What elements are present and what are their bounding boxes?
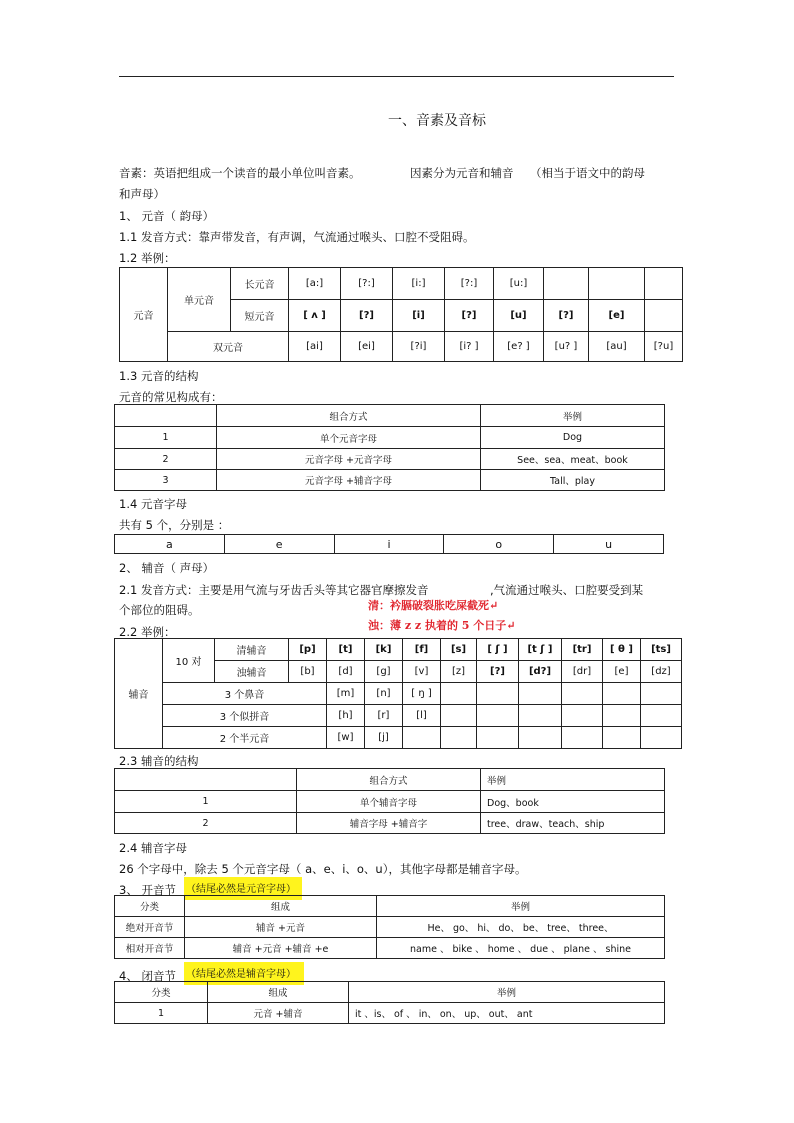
consonant-method-a: 2.1 发音方式：主要是用气流与牙齿舌头等其它器官摩擦发音 — [119, 583, 429, 597]
table-cell: 1 — [115, 427, 217, 449]
table-header: 分类 — [115, 896, 185, 917]
table-row — [115, 917, 665, 938]
table-row — [115, 791, 665, 813]
consonant-cell: [w] — [327, 727, 365, 749]
table-cell: 元音 +辅音 — [208, 1003, 349, 1024]
vowel-cell: [ ʌ ] — [289, 300, 341, 332]
vowel-cell: [?] — [544, 300, 589, 332]
consonant-cell: [m] — [327, 683, 365, 705]
pair-label: 10 对 — [163, 639, 215, 683]
intro-line2: 和声母） — [119, 187, 165, 201]
table-cell: He、 go、 hi、 do、 be、 tree、 three、 — [377, 917, 665, 938]
vowel-letters-sub: 共有 5 个，分别是 ： — [119, 518, 230, 532]
vowel-method: 1.1 发音方式：靠声带发音，有声调，气流通过喉头、口腔不受阻碍。 — [119, 230, 475, 244]
consonant-cell: [t] — [327, 639, 365, 661]
table-cell: 绝对开音节 — [115, 917, 185, 938]
short-vowel-label: 短元音 — [231, 300, 289, 332]
table-header — [115, 405, 217, 427]
closed-syllable-note: （结尾必然是辅音字母） — [184, 962, 304, 985]
consonant-cell: [v] — [403, 661, 441, 683]
vowel-letter: i — [334, 535, 444, 554]
vowel-letters-table — [114, 534, 664, 554]
consonant-method-c: 个部位的阻碍。 — [119, 603, 200, 617]
vowel-cell: [?i] — [393, 332, 445, 362]
vowel-cell: [?] — [341, 300, 393, 332]
vowel-cell — [589, 268, 645, 300]
vowel-cell: [?:] — [341, 268, 393, 300]
vowel-cell: [e] — [589, 300, 645, 332]
consonant-table — [114, 638, 682, 749]
consonant-examples-label: 2.2 举例： — [119, 625, 176, 639]
vowel-cell: [i] — [393, 300, 445, 332]
table-cell: 元音字母 +元音字母 — [217, 449, 481, 470]
consonant-cell: [ ʃ ] — [477, 639, 519, 661]
vowel-letter: e — [224, 535, 334, 554]
table-row — [115, 813, 665, 834]
vowel-cell: [ai] — [289, 332, 341, 362]
table-cell: it 、is、 of 、 in、 on、 up、 out、 ant — [349, 1003, 665, 1024]
closed-syllable-heading: 4、 闭音节 — [119, 969, 176, 983]
vowel-letters-heading: 1.4 元音字母 — [119, 497, 187, 511]
handwritten-note-2: 浊：薄 z z 执着的 5 个日子↵ — [368, 619, 516, 632]
table-row — [115, 938, 665, 959]
consonant-cell: [dz] — [641, 661, 682, 683]
voiceless-label: 清辅音 — [215, 639, 289, 661]
vowel-cell: [?:] — [445, 268, 494, 300]
vowel-cell: [e? ] — [494, 332, 544, 362]
intro-line1b: 因素分为元音和辅音 — [410, 166, 514, 180]
table-header: 举例 — [481, 769, 665, 791]
table-cell: 辅音字母 +辅音字 — [297, 813, 481, 834]
consonant-cell: [n] — [365, 683, 403, 705]
vowel-row-head: 元音 — [120, 268, 168, 362]
vowel-cell: [au] — [589, 332, 645, 362]
vowel-cell: [u:] — [494, 268, 544, 300]
table-cell: 相对开音节 — [115, 938, 185, 959]
table-row — [115, 470, 665, 491]
vowel-cell: [?u] — [645, 332, 683, 362]
consonant-cell: [d?] — [519, 661, 562, 683]
table-cell: 辅音 +元音 — [185, 917, 377, 938]
consonant-cell: [k] — [365, 639, 403, 661]
closed-syllable-table — [114, 981, 665, 1024]
table-cell: Tall、play — [481, 470, 665, 491]
table-header: 举例 — [481, 405, 665, 427]
header-rule — [119, 76, 674, 77]
vowel-examples-label: 1.2 举例： — [119, 251, 176, 265]
consonant-row-head: 辅音 — [115, 639, 163, 749]
vowel-letter: o — [444, 535, 554, 554]
intro-line1c: （相当于语文中的韵母 — [530, 166, 645, 180]
vowel-letter: u — [554, 535, 664, 554]
table-cell: See、sea、meat、book — [481, 449, 665, 470]
vowel-cell: [u] — [494, 300, 544, 332]
consonant-cell: [ ŋ ] — [403, 683, 441, 705]
vowel-cell: [u? ] — [544, 332, 589, 362]
table-header: 组成 — [208, 982, 349, 1003]
consonant-cell: [h] — [327, 705, 365, 727]
open-syllable-note: （结尾必然是元音字母） — [184, 877, 302, 900]
consonant-cell: [dr] — [562, 661, 603, 683]
table-header — [115, 769, 297, 791]
vowel-cell — [645, 300, 683, 332]
vowel-cell — [645, 268, 683, 300]
long-vowel-label: 长元音 — [231, 268, 289, 300]
consonant-cell: [d] — [327, 661, 365, 683]
consonant-structure-table — [114, 768, 665, 834]
table-cell: 1 — [115, 1003, 208, 1024]
consonant-cell: [g] — [365, 661, 403, 683]
table-row — [115, 1003, 665, 1024]
table-cell: 单个元音字母 — [217, 427, 481, 449]
intro-line1: 音素：英语把组成一个读音的最小单位叫音素。 — [119, 166, 361, 180]
vowel-cell: [ei] — [341, 332, 393, 362]
vowel-cell: [i? ] — [445, 332, 494, 362]
table-cell: tree、draw、teach、ship — [481, 813, 665, 834]
consonant-cell: [t ʃ ] — [519, 639, 562, 661]
consonant-cell: [e] — [603, 661, 641, 683]
vowel-letter: a — [115, 535, 225, 554]
vowel-cell: [?] — [445, 300, 494, 332]
table-header: 分类 — [115, 982, 208, 1003]
consonant-cell: [z] — [441, 661, 477, 683]
vowel-structure-sub: 元音的常见构成有： — [119, 390, 223, 404]
table-cell: 2 — [115, 449, 217, 470]
consonant-letters-heading: 2.4 辅音字母 — [119, 841, 187, 855]
table-cell: 1 — [115, 791, 297, 813]
vowel-heading: 1、 元音（ 韵母） — [119, 209, 215, 223]
page-title: 一、音素及音标 — [388, 113, 486, 129]
voiced-label: 浊辅音 — [215, 661, 289, 683]
vowel-structure-heading: 1.3 元音的结构 — [119, 369, 199, 383]
consonant-cell: [r] — [365, 705, 403, 727]
table-cell: name 、 bike 、 home 、 due 、 plane 、 shine — [377, 938, 665, 959]
liquid-label: 3 个似拼音 — [163, 705, 327, 727]
table-row — [115, 449, 665, 470]
handwritten-note-1: 清：衿膈破裂胀吃屎截死↵ — [368, 599, 499, 612]
nasal-label: 3 个鼻音 — [163, 683, 327, 705]
consonant-cell: [ θ ] — [603, 639, 641, 661]
vowel-cell: [i:] — [393, 268, 445, 300]
diphthong-label: 双元音 — [168, 332, 289, 362]
open-syllable-table — [114, 895, 665, 959]
semivowel-label: 2 个半元音 — [163, 727, 327, 749]
table-cell: 元音字母 +辅音字母 — [217, 470, 481, 491]
consonant-letters-sub: 26 个字母中，除去 5 个元音字母（ a、e、i、o、u），其他字母都是辅音字母。 — [119, 862, 527, 876]
table-header: 组成 — [185, 896, 377, 917]
consonant-cell: [?] — [477, 661, 519, 683]
consonant-cell: [tr] — [562, 639, 603, 661]
table-header: 组合方式 — [297, 769, 481, 791]
consonant-cell: [b] — [289, 661, 327, 683]
table-cell: 辅音 +元音 +辅音 +e — [185, 938, 377, 959]
table-cell: Dog — [481, 427, 665, 449]
consonant-method-b: ,气流通过喉头、口腔要受到某 — [490, 583, 644, 597]
consonant-cell: [f] — [403, 639, 441, 661]
vowel-cell: [a:] — [289, 268, 341, 300]
table-cell: 3 — [115, 470, 217, 491]
table-header: 组合方式 — [217, 405, 481, 427]
vowel-cell — [544, 268, 589, 300]
table-cell: 2 — [115, 813, 297, 834]
table-header: 举例 — [377, 896, 665, 917]
consonant-cell: [ts] — [641, 639, 682, 661]
table-row — [115, 427, 665, 449]
consonant-cell: [p] — [289, 639, 327, 661]
vowel-structure-table — [114, 404, 665, 491]
mono-vowel-label: 单元音 — [168, 268, 231, 332]
table-cell: 单个辅音字母 — [297, 791, 481, 813]
consonant-cell: [l] — [403, 705, 441, 727]
table-cell: Dog、book — [481, 791, 665, 813]
table-header: 举例 — [349, 982, 665, 1003]
consonant-structure-heading: 2.3 辅音的结构 — [119, 754, 199, 768]
consonant-heading: 2、 辅音（ 声母） — [119, 561, 215, 575]
vowel-table — [119, 267, 683, 362]
consonant-cell: [j] — [365, 727, 403, 749]
open-syllable-heading: 3、 开音节 — [119, 883, 176, 897]
consonant-cell: [s] — [441, 639, 477, 661]
